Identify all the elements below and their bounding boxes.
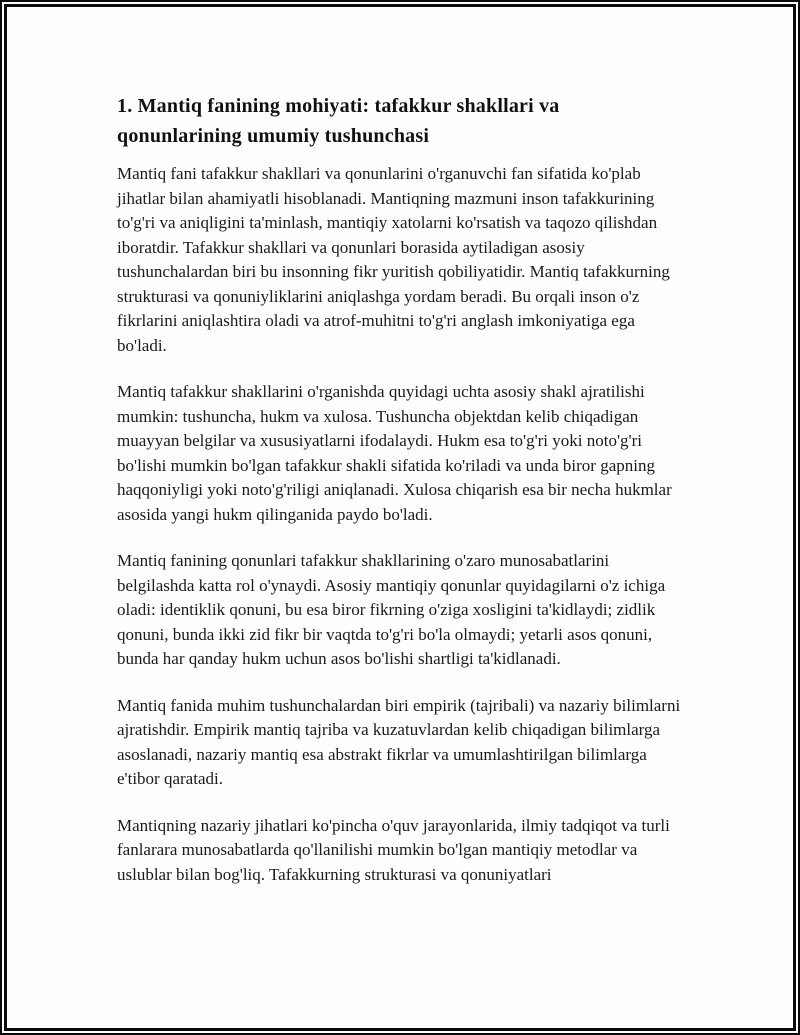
page-title: 1. Mantiq fanining mohiyati: tafakkur shakllari va qonunlarining umumiy tushunchasi: [117, 95, 560, 147]
document-body: [117, 162, 686, 887]
paragraph: Mantiqning nazariy jihatlari ko'pincha o'quv jarayonlarida, ilmiy tadqiqot va turli fanlarara munosabatlarda qo'llanilishi mumkin bo'lgan mantiqiy metodlar va uslublar bilan bog'liq. Tafakkurning strukturasi va qonuniyatlari: [117, 815, 670, 884]
paragraph: Mantiq fanining qonunlari tafakkur shakllarining o'zaro munosabatlarini belgilashda katta rol o'ynaydi. Asosiy mantiqiy qonunlar quyidagilarni o'z ichiga oladi: identiklik qonuni, bu esa biror fikrning o'ziga xosligini ta'kidlaydi; zidlik qonuni, bunda ikki zid fikr bir vaqtda to'g'ri bo'la olmaydi; yetarli asos qonuni, bunda har qanday hukm uchun asos bo'lishi shartligi ta'kidlanadi.: [117, 551, 666, 668]
paragraph: Mantiq fanida muhim tushunchalardan biri empirik (tajribali) va nazariy bilimlarni ajratishdir. Empirik mantiq tajriba va kuzatuvlardan kelib chiqadigan bilimlarga asoslanadi, nazariy mantiq esa abstrakt fikrlar va umumlashtirilgan bilimlarga e'tibor qaratadi.: [117, 695, 681, 788]
page-content: [9, 9, 791, 1026]
paragraph: Mantiq fani tafakkur shakllari va qonunlarini o'rganuvchi fan sifatida ko'plab jihatlar bilan ahamiyatli hisoblanadi. Mantiqning mazmuni inson tafakkurining to'g'ri va aniqligini ta'minlash, mantiqiy xatolarni ko'rsatish va taqozo qilishdan iboratdir. Tafakkur shakllari va qonunlari borasida aytiladigan asosiy tushunchalardan biri bu insonning fikr yuritish qobiliyatidir. Mantiq tafakkurning strukturasi va qonuniyliklarini aniqlashga yordam beradi. Bu orqali inson o'z fikrlarini aniqlashtira oladi va atrof-muhitni to'g'ri anglash imkoniyatiga ega bo'ladi.: [117, 164, 670, 355]
paragraph: Mantiq tafakkur shakllarini o'rganishda quyidagi uchta asosiy shakl ajratilishi mumkin: tushuncha, hukm va xulosa. Tushuncha objektdan kelib chiqadigan muayyan belgilar va xususiyatlarni ifodalaydi. Hukm esa to'g'ri yoki noto'g'ri bo'lishi mumkin bo'lgan tafakkur shakli sifatida ko'riladi va unda biror gapning haqqoniyligi yoki noto'g'riligi aniqlanadi. Xulosa chiqarish esa bir necha hukmlar asosida yangi hukm qilinganida paydo bo'ladi.: [117, 382, 672, 524]
